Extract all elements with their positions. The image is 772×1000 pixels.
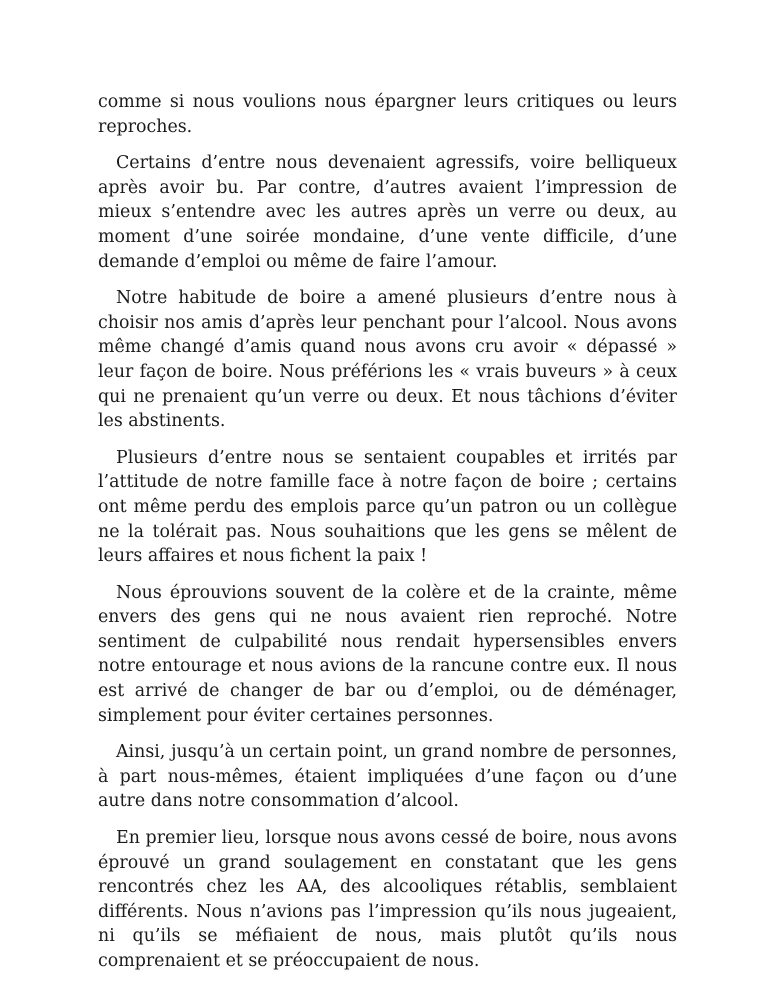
document-page bbox=[98, 90, 677, 986]
paragraph-5: Nous éprouvions souvent de la colère et de la crainte, même envers des gens qui ne nous avaient rien reproché. Notre sentiment de culpabilité nous rendait hypersensibles envers notre entourage et nous avions de la rancune contre eux. Il nous est arrivé de changer de bar ou d’emploi, ou de déménager, simplement pour éviter certaines personnes. bbox=[98, 582, 677, 726]
paragraph-1: comme si nous voulions nous épargner leurs critiques ou leurs reproches. bbox=[98, 92, 677, 137]
paragraph-4: Plusieurs d’entre nous se sentaient coupables et irrités par l’attitude de notre famille face à notre façon de boire ; certains ont même perdu des emplois parce qu’un patron ou un collègue ne la tolérait pas. Nous souhaitions que les gens se mêlent de leurs affaires et nous fichent la paix ! bbox=[98, 447, 677, 567]
paragraph-3: Notre habitude de boire a amené plusieurs d’entre nous à choisir nos amis d’après leur penchant pour l’alcool. Nous avons même changé d’amis quand nous avons cru avoir « dépassé » leur façon de boire. Nous préférions les « vrais buveurs » à ceux qui ne prenaient qu’un verre ou deux. Et nous tâchions d’éviter les abstinents. bbox=[98, 288, 677, 432]
paragraph-6: Ainsi, jusqu’à un certain point, un grand nombre de personnes, à part nous-mêmes, étaient impliquées d’une façon ou d’une autre dans notre consommation d’alcool. bbox=[98, 742, 677, 812]
paragraph-2: Certains d’entre nous devenaient agressifs, voire belliqueux après avoir bu. Par contre, d’autres avaient l’impression de mieux s’entendre avec les autres après un verre ou deux, au moment d’une soirée mondaine, d’une vente difficile, d’une demande d’emploi ou même de faire l’amour. bbox=[98, 153, 677, 272]
paragraph-7: En premier lieu, lorsque nous avons cessé de boire, nous avons éprouvé un grand soulagement en constatant que les gens rencontrés chez les AA, des alcooliques rétablis, semblaient différents. Nous n’avions pas l’impression qu’ils nous jugeaient, ni qu’ils se méfiaient de nous, mais plutôt qu’ils nous comprenaient et se préoccupaient de nous. bbox=[98, 828, 677, 971]
